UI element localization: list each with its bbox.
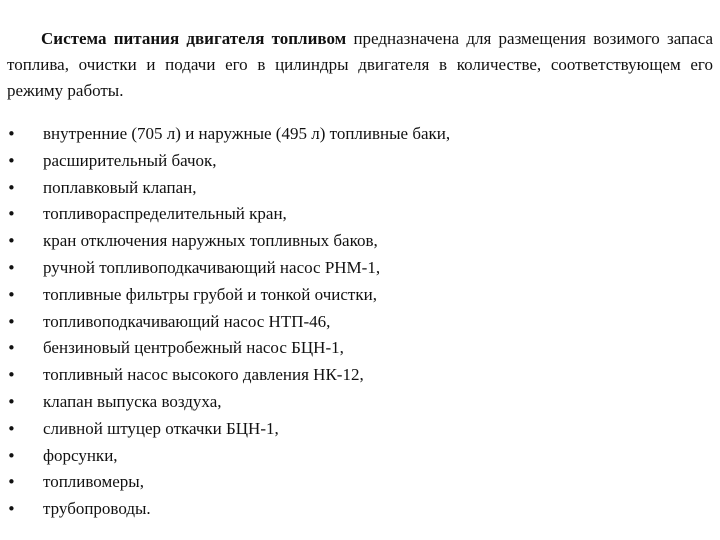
list-item-text: топливные фильтры грубой и тонкой очистки, — [43, 284, 377, 304]
bullet-icon: • — [7, 473, 16, 492]
bullet-icon: • — [7, 339, 16, 358]
list-item-text: трубопроводы. — [43, 499, 151, 519]
list-item — [7, 416, 713, 443]
list-item — [7, 389, 713, 416]
list-item — [7, 121, 713, 148]
list-item — [7, 309, 713, 336]
list-item-text: форсунки, — [43, 445, 118, 465]
list-item-text: топливораспределительный кран, — [43, 204, 287, 224]
bullet-icon: • — [7, 500, 16, 519]
list-item — [7, 443, 713, 470]
list-item-text: кран отключения наружных топливных баков, — [43, 231, 378, 251]
list-item-text: внутренние (705 л) и наружные (495 л) топливные баки, — [43, 124, 451, 143]
list-item — [7, 175, 713, 202]
list-item — [7, 255, 713, 282]
list-item — [7, 228, 713, 255]
list-item-text: клапан выпуска воздуха, — [43, 391, 222, 411]
list-item-text: топливомеры, — [43, 472, 144, 492]
list-item-text: бензиновый центробежный насос БЦН-1, — [43, 338, 344, 358]
list-item-text: топливный насос высокого давления НК-12, — [43, 365, 364, 385]
bullet-icon: • — [7, 446, 16, 465]
list-item-text: расширительный бачок, — [43, 150, 217, 170]
list-item-text: ручной топливоподкачивающий насос РНМ-1, — [43, 257, 381, 277]
list-item — [7, 496, 713, 523]
bullet-icon: • — [7, 312, 16, 331]
list-item — [7, 282, 713, 309]
list-item-text: поплавковый клапан, — [43, 177, 197, 197]
list-item — [7, 469, 713, 496]
list-item-text: топливоподкачивающий насос НТП-46, — [43, 311, 331, 331]
list-item — [7, 148, 713, 175]
bullet-icon: • — [7, 419, 16, 438]
bullet-icon: • — [7, 205, 16, 224]
list-item-text: сливной штуцер откачки БЦН-1, — [43, 418, 279, 438]
bullet-icon: • — [7, 366, 16, 385]
bullet-icon: • — [7, 151, 16, 170]
bullet-icon: • — [7, 258, 16, 277]
bullet-icon: • — [7, 392, 16, 411]
list-item — [7, 335, 713, 362]
intro-description: предназначена для размещения возимого запаса топлива, очистки и подачи его в цилиндры двигателя в количестве, соответствующем его режиму работы. — [7, 29, 714, 100]
component-list — [7, 121, 713, 523]
intro-paragraph — [7, 26, 713, 104]
list-item — [7, 362, 713, 389]
intro-bold-term: Система питания двигателя топливом — [41, 29, 347, 48]
list-item — [7, 201, 713, 228]
bullet-icon: • — [7, 232, 16, 251]
bullet-icon: • — [7, 178, 16, 197]
bullet-icon: • — [7, 125, 16, 143]
bullet-icon: • — [7, 285, 16, 304]
